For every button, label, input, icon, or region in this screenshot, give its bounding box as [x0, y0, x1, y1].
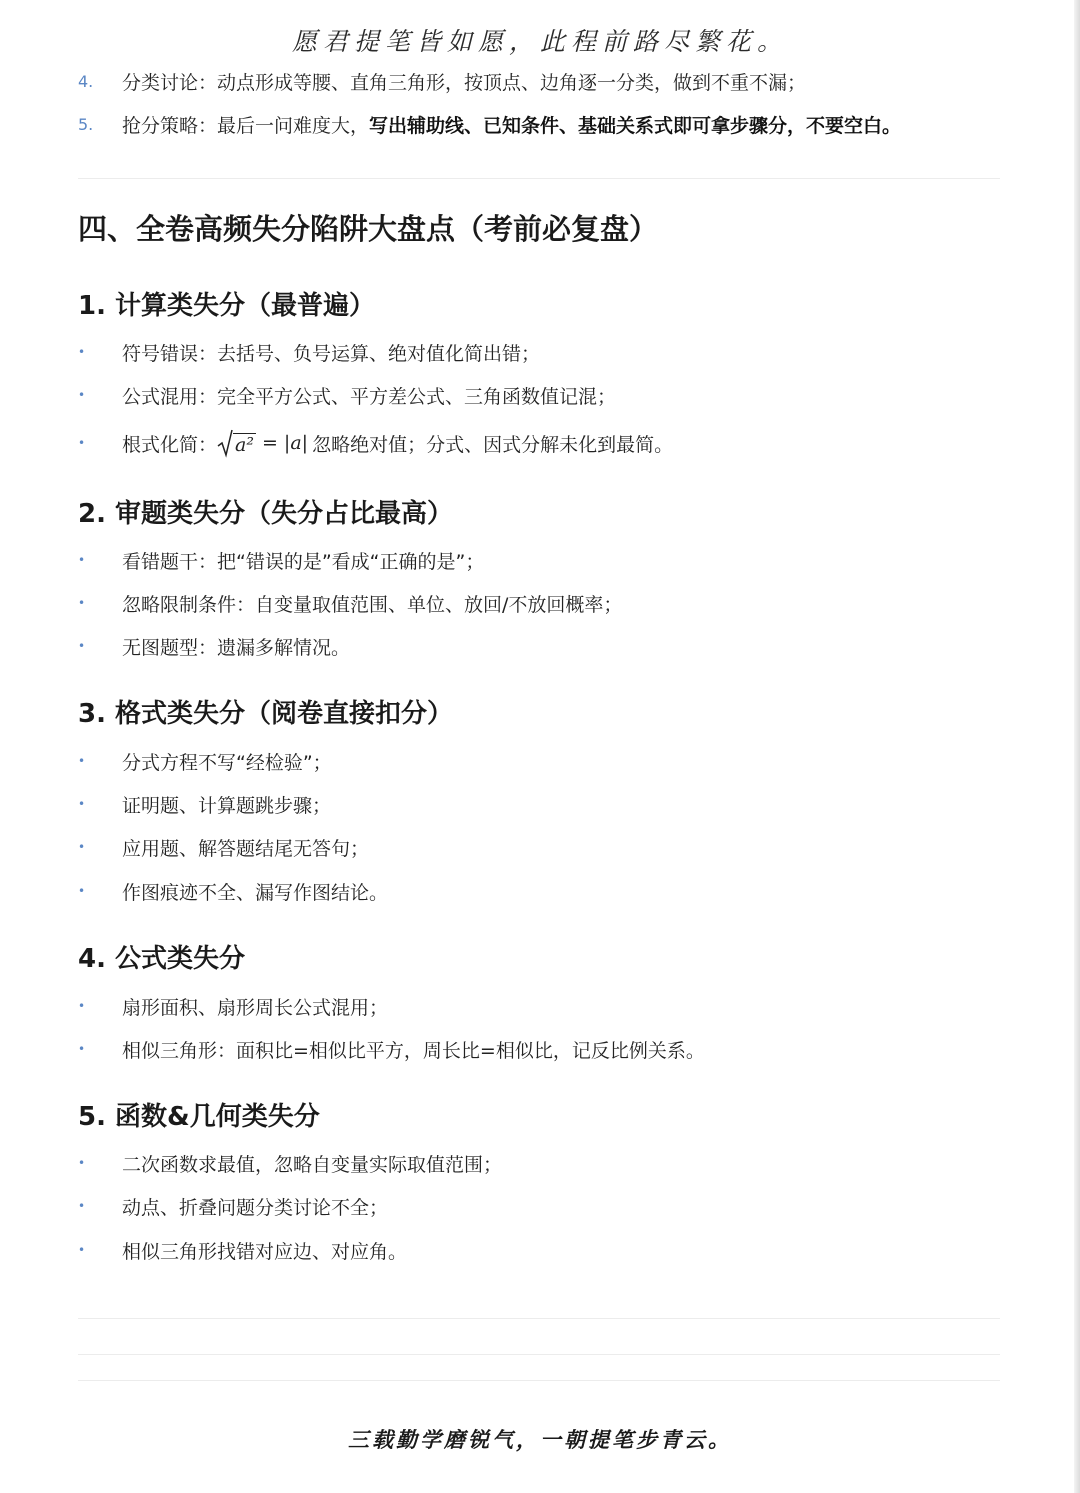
list-item-text: 作图痕迹不全、漏写作图结论。	[122, 881, 389, 904]
bullet-icon: •	[78, 639, 86, 653]
bullet-icon: •	[78, 553, 86, 567]
footer-motto: 三载勤学磨锐气，一朝提笔步青云。	[348, 1427, 732, 1452]
list-item-text: 应用题、解答题结尾无答句；	[122, 837, 370, 860]
formula-rest: = |a|	[261, 432, 309, 454]
list-item	[78, 876, 388, 906]
bullet-icon: •	[78, 1156, 86, 1170]
list-item	[78, 746, 332, 776]
bullet-icon: •	[78, 1243, 86, 1257]
list-item-text: 证明题、计算题跳步骤；	[122, 794, 332, 817]
item-text-plain: 抢分策略：最后一问难度大，	[122, 114, 370, 137]
item-text: 分类讨论：动点形成等腰、直角三角形，按顶点、边角逐一分类，做到不重不漏；	[122, 71, 807, 94]
sqrt-formula	[217, 428, 308, 458]
numbered-item-5	[78, 109, 901, 139]
list-item-suffix: 忽略绝对值；分式、因式分解未化到最简。	[312, 433, 674, 456]
bullet-icon: •	[78, 840, 86, 854]
bullet-icon: •	[78, 797, 86, 811]
group-title-function-geometry: 5. 函数&几何类失分	[78, 1102, 320, 1132]
list-item-text: 动点、折叠问题分类讨论不全；	[122, 1196, 389, 1219]
list-item-text: 看错题干：把“错误的是”看成“正确的是”；	[122, 550, 485, 573]
bullet-icon: •	[78, 436, 86, 450]
list-item	[78, 1034, 705, 1064]
radical-sign-icon	[217, 428, 233, 458]
bullet-icon: •	[78, 388, 86, 402]
divider	[78, 178, 1000, 179]
page-edge-shadow	[1074, 0, 1080, 1493]
list-item	[78, 380, 616, 410]
bullet-icon: •	[78, 596, 86, 610]
section-title: 四、全卷高频失分陷阱大盘点（考前必复盘）	[78, 212, 659, 246]
bullet-icon: •	[78, 1199, 86, 1213]
bullet-icon: •	[78, 999, 86, 1013]
list-item	[78, 1235, 407, 1265]
list-item-text: 忽略限制条件：自变量取值范围、单位、放回/不放回概率；	[122, 593, 623, 616]
list-item	[78, 789, 331, 819]
list-item-formula	[78, 428, 673, 458]
list-item-text: 扇形面积、扇形周长公式混用；	[122, 996, 389, 1019]
list-item	[78, 991, 388, 1021]
list-item-text: 公式混用：完全平方公式、平方差公式、三角函数值记混；	[122, 385, 617, 408]
bullet-icon: •	[78, 1042, 86, 1056]
numbered-item-4	[78, 66, 806, 96]
item-text-bold: 写出辅助线、已知条件、基础关系式即可拿步骤分，不要空白。	[369, 114, 902, 137]
bullet-icon: •	[78, 754, 86, 768]
list-item-text: 符号错误：去括号、负号运算、绝对值化简出错；	[122, 342, 541, 365]
bullet-icon: •	[78, 345, 86, 359]
list-item	[78, 1148, 502, 1178]
header-motto: 愿君提笔皆如愿，此程前路尽繁花。	[291, 27, 788, 56]
list-item	[78, 588, 622, 618]
list-item	[78, 832, 369, 862]
divider	[78, 1354, 1000, 1355]
list-item	[78, 631, 350, 661]
group-title-format: 3. 格式类失分（阅卷直接扣分）	[78, 699, 454, 729]
list-item	[78, 1191, 388, 1221]
group-title-formula: 4. 公式类失分	[78, 944, 246, 974]
radicand: a²	[235, 433, 254, 456]
list-item-text: 分式方程不写“经检验”；	[122, 751, 332, 774]
item-text	[122, 111, 901, 138]
divider	[78, 1380, 1000, 1381]
list-item-text: 相似三角形找错对应边、对应角。	[122, 1240, 408, 1263]
list-item	[78, 337, 540, 367]
item-number: 5.	[78, 114, 94, 134]
divider	[78, 1318, 1000, 1319]
list-item-text: 相似三角形：面积比=相似比平方，周长比=相似比，记反比例关系。	[122, 1039, 705, 1062]
group-title-reading: 2. 审题类失分（失分占比最高）	[78, 499, 454, 529]
list-item-text: 无图题型：遗漏多解情况。	[122, 636, 351, 659]
group-title-calculation: 1. 计算类失分（最普遍）	[78, 291, 376, 321]
list-item-text: 二次函数求最值，忽略自变量实际取值范围；	[122, 1153, 503, 1176]
bullet-icon: •	[78, 884, 86, 898]
item-number: 4.	[78, 71, 94, 91]
list-item	[78, 545, 484, 575]
list-item-prefix: 根式化简：	[122, 433, 218, 456]
